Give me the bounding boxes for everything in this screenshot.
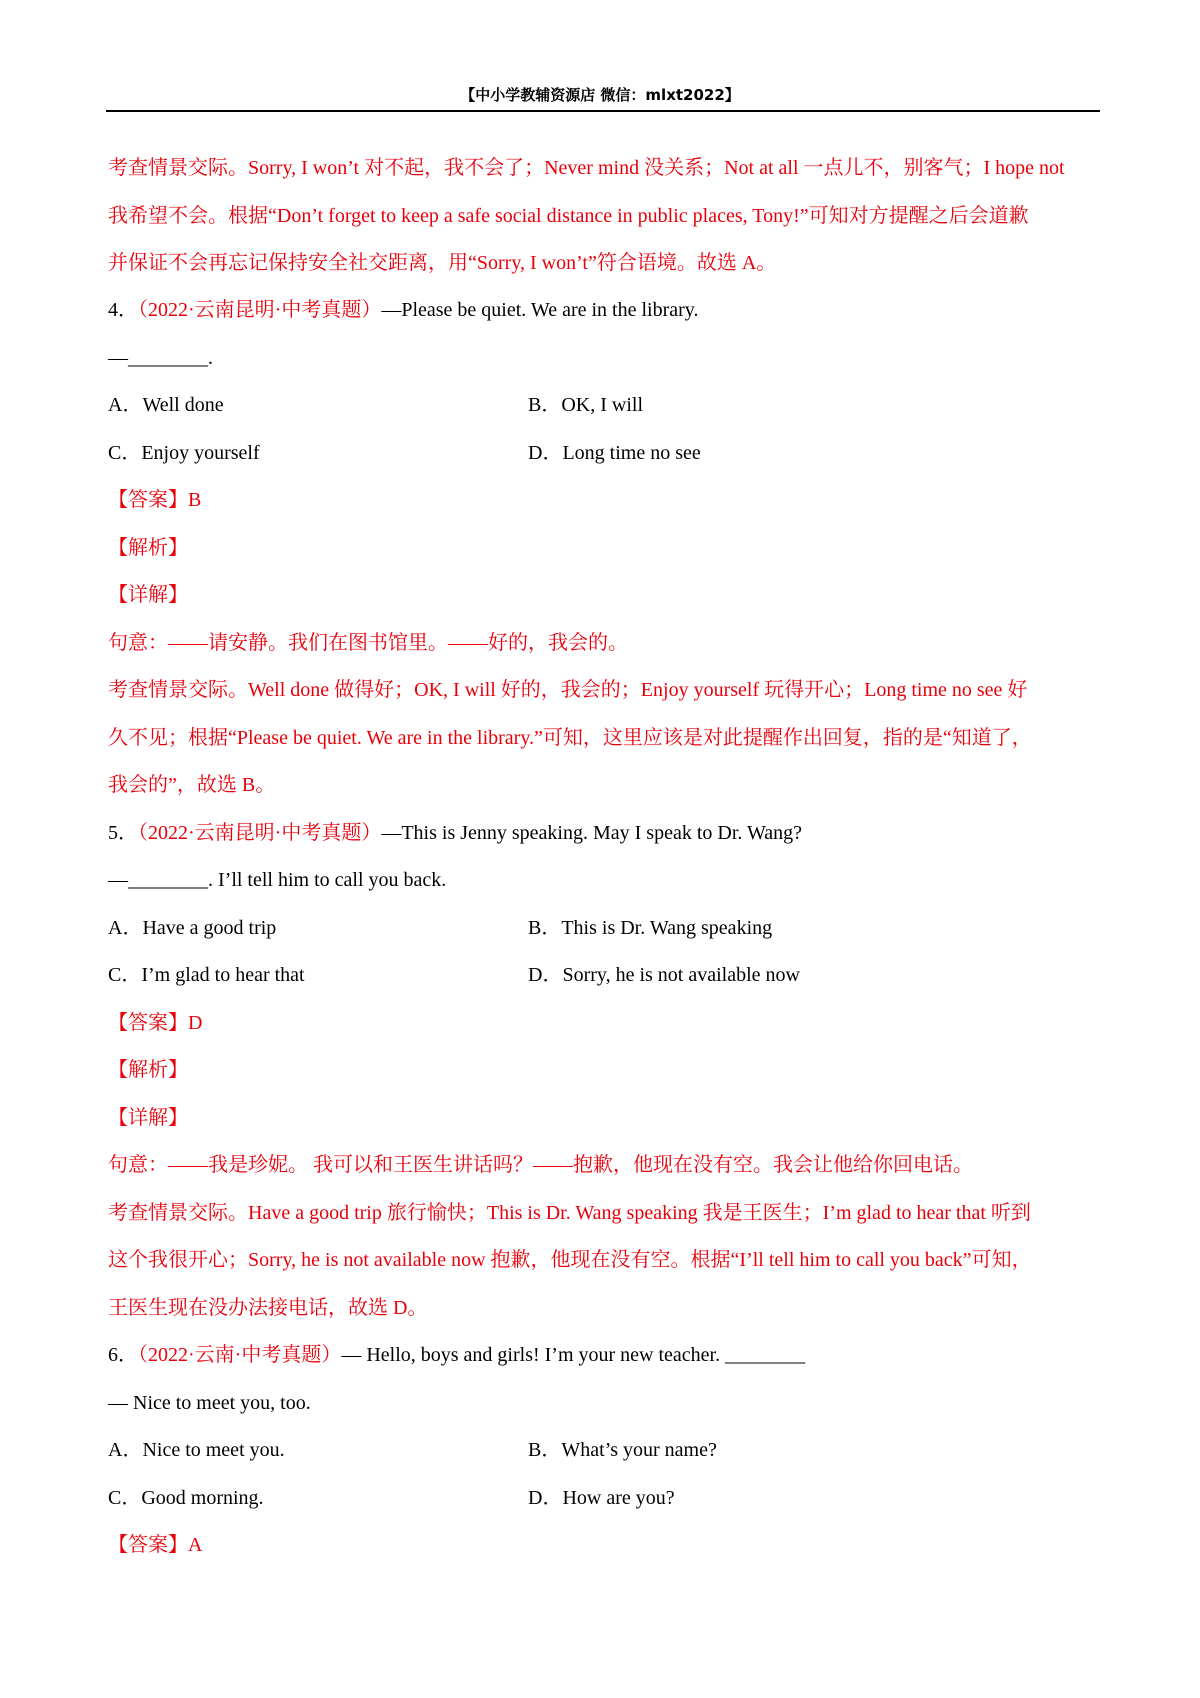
q4-option-d[interactable]: D．Long time no see xyxy=(528,442,701,464)
page-header: 【中小学教辅资源店 微信：mlxt2022】 xyxy=(460,86,740,104)
q5-reply: —________. I’ll tell him to call you back. xyxy=(108,869,447,891)
q5-source: （2022·云南昆明·中考真题） xyxy=(138,822,382,844)
q4-explanation-line-3: 我会的”，故选 B。 xyxy=(108,774,276,796)
q4-answer xyxy=(108,487,201,513)
q5-question xyxy=(108,820,802,846)
q5-answer xyxy=(108,1010,202,1036)
q5-analysis-label: 【解析】 xyxy=(108,1059,188,1081)
header-rule xyxy=(106,110,1100,112)
q5-explanation-line-3: 王医生现在没办法接电话，故选 D。 xyxy=(108,1297,428,1319)
q4-analysis-label: 【解析】 xyxy=(108,537,188,559)
q6-option-c[interactable]: C．Good morning. xyxy=(108,1487,264,1509)
q6-option-d[interactable]: D．How are you? xyxy=(528,1487,675,1509)
q5-answer-value: D xyxy=(188,1012,203,1034)
q4-explanation-line-1: 考查情景交际。Well done 做得好；OK, I will 好的，我会的；Enjoy yourself 玩得开心；Long time no see 好 xyxy=(108,679,1028,701)
q4-number: 4． xyxy=(108,299,138,321)
q5-explanation-line-2: 这个我很开心；Sorry, he is not available now 抱歉，他现在没有空。根据“I’ll tell him to call you back”可知， xyxy=(108,1249,1032,1271)
q5-option-b[interactable]: B．This is Dr. Wang speaking xyxy=(528,917,773,939)
q4-reply: —________. xyxy=(108,347,213,369)
q5-detail-label: 【详解】 xyxy=(108,1107,188,1129)
q4-answer-label: 【答案】 xyxy=(108,489,188,511)
q4-option-a[interactable]: A．Well done xyxy=(108,394,224,416)
q6-answer xyxy=(108,1532,202,1558)
q6-question xyxy=(108,1342,805,1368)
q4-meaning: 句意：——请安静。我们在图书馆里。——好的，我会的。 xyxy=(108,632,628,654)
q4-explanation-line-2: 久不见；根据“Please be quiet. We are in the library.”可知，这里应该是对此提醒作出回复，指的是“知道了， xyxy=(108,727,1032,749)
q4-answer-value: B xyxy=(188,489,202,511)
q5-option-c[interactable]: C．I’m glad to hear that xyxy=(108,964,305,986)
q6-answer-value: A xyxy=(188,1534,203,1556)
q4-option-b[interactable]: B．OK, I will xyxy=(528,394,643,416)
q4-option-c[interactable]: C．Enjoy yourself xyxy=(108,442,260,464)
q6-stem: — Hello, boys and girls! I’m your new teacher. ________ xyxy=(341,1344,806,1366)
q5-explanation-line-1: 考查情景交际。Have a good trip 旅行愉快；This is Dr. Wang speaking 我是王医生；I’m glad to hear that 听到 xyxy=(108,1202,1031,1224)
q6-number: 6． xyxy=(108,1344,138,1366)
q5-meaning: 句意：——我是珍妮。 我可以和王医生讲话吗？——抱歉，他现在没有空。我会让他给你回电话。 xyxy=(108,1154,973,1176)
q6-option-a[interactable]: A．Nice to meet you. xyxy=(108,1439,285,1461)
q4-question xyxy=(108,297,699,323)
q4-detail-label: 【详解】 xyxy=(108,584,188,606)
q4-source: （2022·云南昆明·中考真题） xyxy=(138,299,382,321)
q4-stem: —Please be quiet. We are in the library. xyxy=(381,299,699,321)
q3-explanation-line-2: 我希望不会。根据“Don’t forget to keep a safe social distance in public places, Tony!”可知对方提醒之后会道歉 xyxy=(108,205,1029,227)
q5-stem: —This is Jenny speaking. May I speak to Dr. Wang? xyxy=(381,822,803,844)
q5-number: 5． xyxy=(108,822,138,844)
q5-option-a[interactable]: A．Have a good trip xyxy=(108,917,277,939)
q6-source: （2022·云南·中考真题） xyxy=(138,1344,342,1366)
q3-explanation-line-3: 并保证不会再忘记保持安全社交距离，用“Sorry, I won’t”符合语境。故选 A。 xyxy=(108,252,777,274)
q6-answer-label: 【答案】 xyxy=(108,1534,188,1556)
q3-explanation-line-1: 考查情景交际。Sorry, I won’t 对不起，我不会了；Never mind 没关系；Not at all 一点儿不，别客气；I hope not xyxy=(108,157,1065,179)
q6-reply: — Nice to meet you, too. xyxy=(108,1392,311,1414)
q5-answer-label: 【答案】 xyxy=(108,1012,188,1034)
q5-option-d[interactable]: D．Sorry, he is not available now xyxy=(528,964,800,986)
q6-option-b[interactable]: B．What’s your name? xyxy=(528,1439,717,1461)
